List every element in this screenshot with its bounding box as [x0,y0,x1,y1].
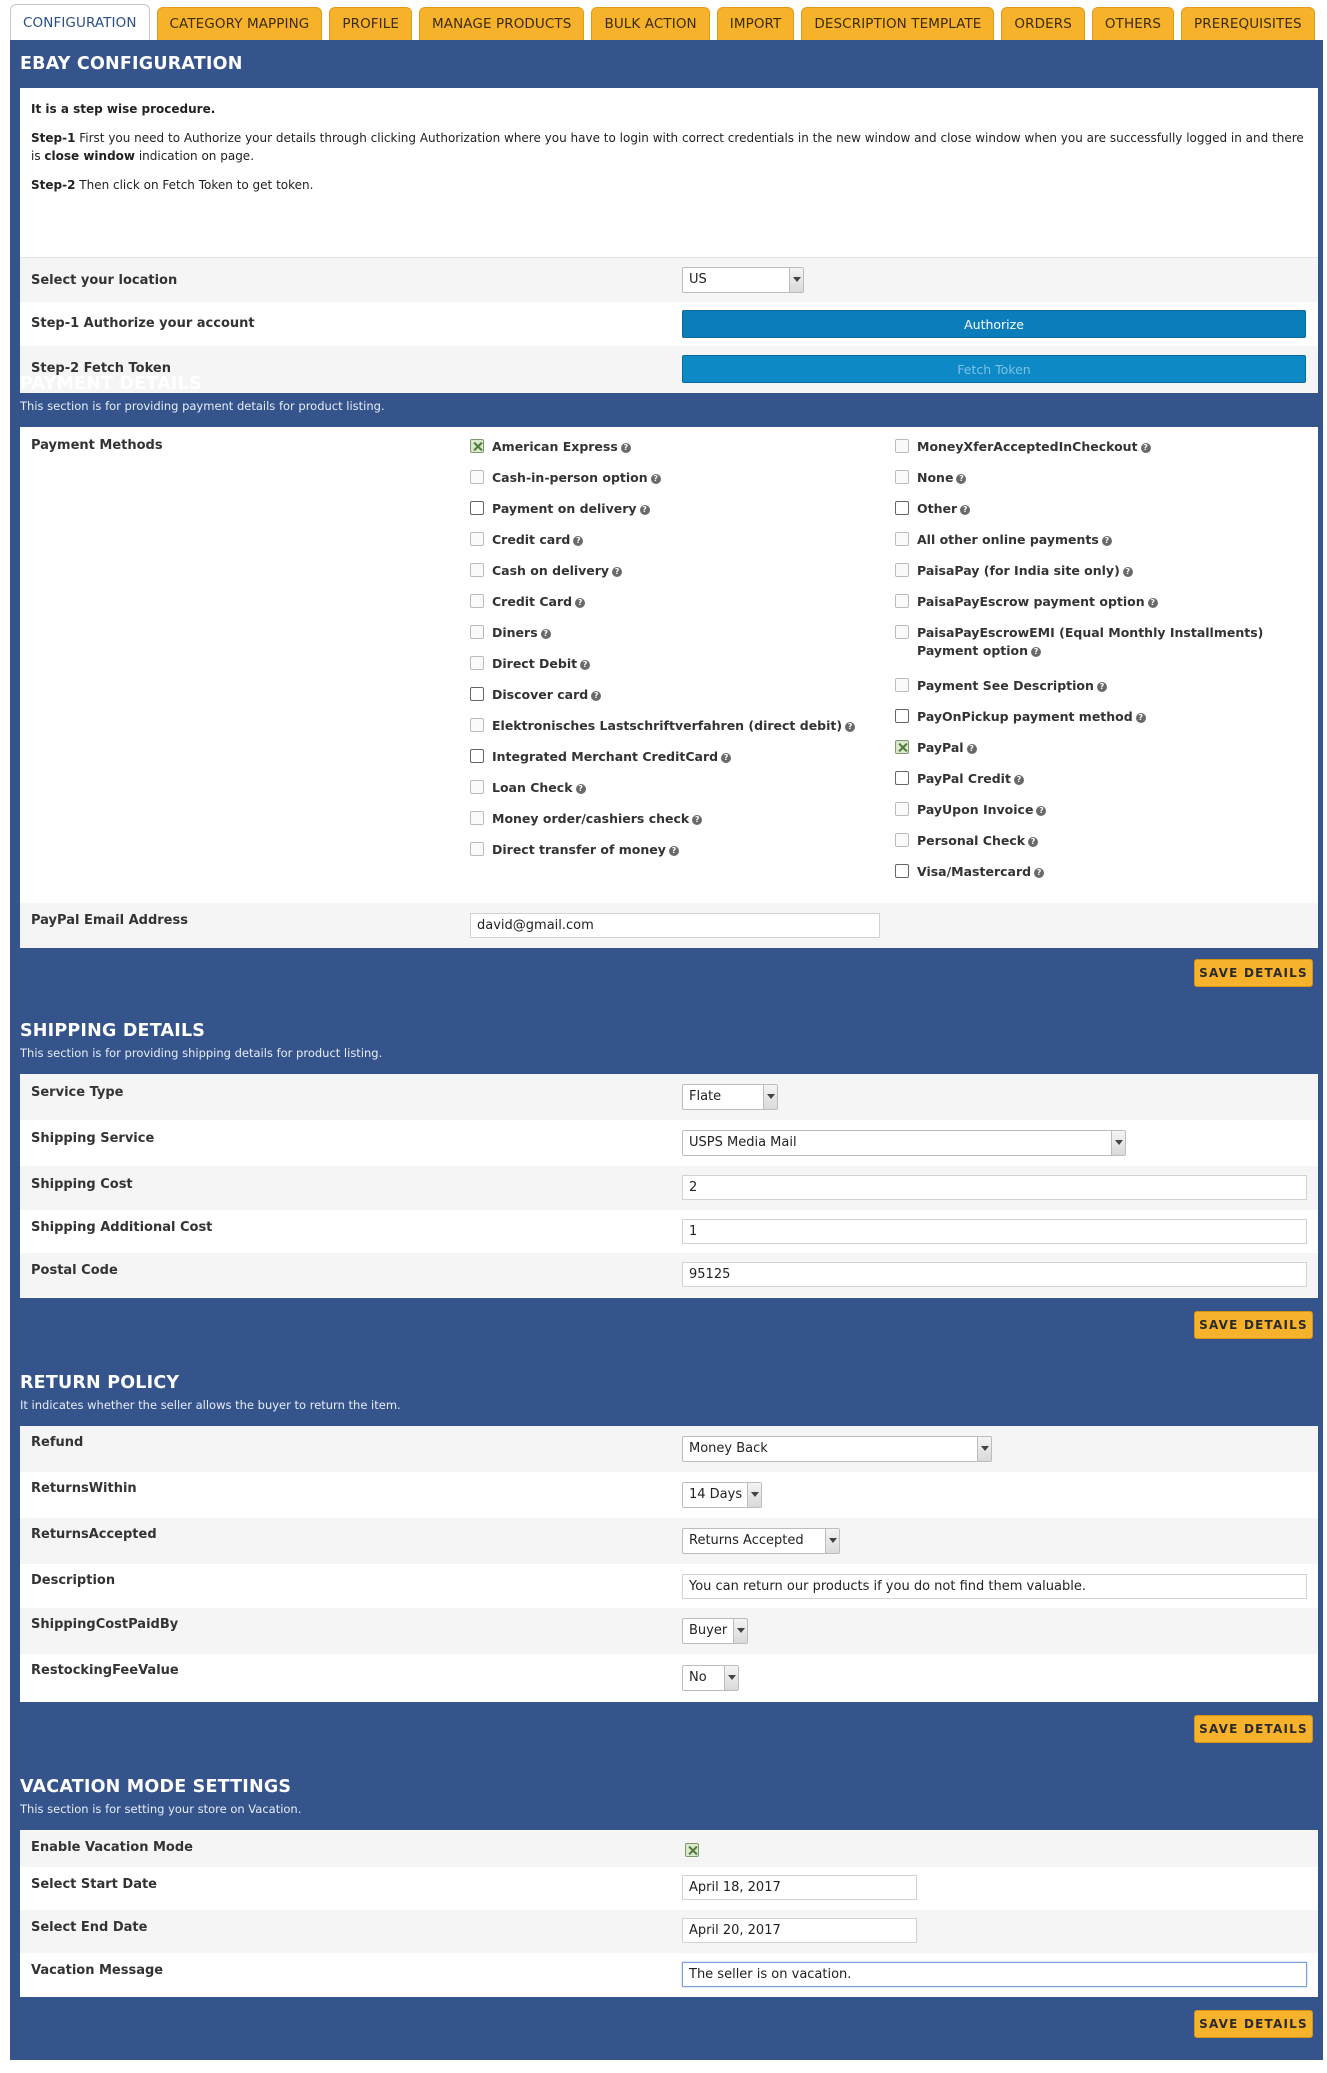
step1-prefix: Step-1 [31,131,76,145]
returns-within-value: 14 Days [689,1487,743,1502]
refund-select[interactable] [682,1436,992,1462]
payment-method-paisapayescrowemi-equal-monthly-installments-payment-option[interactable] [895,624,1305,660]
help-icon[interactable]: ? [845,722,855,732]
payment-method-money-order-cashiers-check[interactable] [470,810,870,828]
intro-heading: It is a step wise procedure. [31,102,216,116]
help-icon[interactable]: ? [1028,837,1038,847]
enable-vacation-label: Enable Vacation Mode [31,1840,193,1855]
checkbox[interactable] [895,501,909,515]
shipping-title: SHIPPING DETAILS [20,1021,206,1041]
payment-method-text [917,531,1112,549]
start-date-row [20,1867,1318,1910]
help-icon[interactable]: ? [1034,868,1044,878]
end-date-label: Select End Date [31,1920,148,1935]
help-icon[interactable]: ? [1136,713,1146,723]
help-icon[interactable]: ? [956,474,966,484]
vacation-message-label: Vacation Message [31,1963,164,1978]
end-date-input[interactable]: April 20, 2017 [682,1918,917,1943]
payment-method-label: Direct transfer of money [492,842,666,857]
payment-method-paypal[interactable] [895,739,1305,757]
payment-method-label: Diners [492,625,538,640]
help-icon[interactable]: ? [1097,682,1107,692]
checkbox[interactable] [895,594,909,608]
checkbox[interactable] [470,842,484,856]
ebay-config-box [20,88,1318,393]
fetch-token-label: Step-2 Fetch Token [31,361,171,376]
checkbox[interactable] [470,563,484,577]
checkbox[interactable] [470,687,484,701]
payment-method-label: Credit card [492,532,571,547]
return-description-label: Description [31,1573,116,1588]
vacation-message-input[interactable]: The seller is on vacation. [682,1962,1307,1987]
payment-method-cash-on-delivery[interactable] [470,562,870,580]
vacation-save-button[interactable]: SAVE DETAILS [1194,2010,1313,2038]
payment-method-text [492,655,590,673]
postal-code-input[interactable]: 95125 [682,1262,1307,1287]
returns-accepted-value: Returns Accepted [689,1533,804,1548]
shipping-cost-label: Shipping Cost [31,1177,133,1192]
payment-box [20,427,1318,948]
tab-description-template[interactable]: DESCRIPTION TEMPLATE [801,7,994,40]
checkbox[interactable] [895,439,909,453]
payment-method-paisapayescrow-payment-option[interactable] [895,593,1305,611]
payment-method-text [492,438,631,456]
help-icon[interactable]: ? [591,691,601,701]
location-select[interactable] [682,267,804,293]
help-icon[interactable]: ? [640,505,650,515]
payment-method-direct-transfer-of-money[interactable] [470,841,870,859]
payment-save-button[interactable]: SAVE DETAILS [1194,959,1313,987]
authorize-label: Step-1 Authorize your account [31,316,255,331]
returns-accepted-row [20,1518,1318,1564]
fetch-token-row [20,346,1318,393]
refund-value: Money Back [689,1441,768,1456]
checkbox[interactable] [470,470,484,484]
payment-title: PAYMENT DETAILS [20,374,202,394]
service-type-label: Service Type [31,1085,124,1100]
payment-method-label: All other online payments [917,532,1099,547]
help-icon[interactable]: ? [621,443,631,453]
chevron-down-icon [747,1483,761,1507]
payment-method-label: Elektronisches Lastschriftverfahren (direct debit) [492,718,843,733]
location-row [20,257,1318,302]
shipping-additional-label: Shipping Additional Cost [31,1220,213,1235]
tab-profile[interactable]: PROFILE [329,7,412,40]
payment-method-text [917,593,1158,611]
payment-method-all-other-online-payments[interactable] [895,531,1305,549]
shipping-subtitle: This section is for providing shipping details for product listing. [20,1046,383,1060]
shipping-service-row [20,1120,1318,1166]
ebay-config-title: EBAY CONFIGURATION [20,54,243,74]
shipping-additional-input[interactable]: 1 [682,1219,1307,1244]
restocking-fee-row [20,1654,1318,1702]
location-value: US [689,272,707,287]
payment-method-payonpickup-payment-method[interactable] [895,708,1305,726]
payment-method-payment-on-delivery[interactable] [470,500,870,518]
payment-method-label: Money order/cashiers check [492,811,690,826]
tab-bulk-action[interactable]: BULK ACTION [591,7,709,40]
payment-method-label: PaisaPayEscrowEMI (Equal Monthly Installments) Payment option [917,625,1264,658]
chevron-down-icon [724,1666,738,1690]
payment-method-label: Integrated Merchant CreditCard [492,749,719,764]
help-icon[interactable]: ? [576,784,586,794]
help-icon[interactable]: ? [669,846,679,856]
intro-text [20,88,1318,194]
checkbox[interactable] [895,709,909,723]
help-icon[interactable]: ? [1102,536,1112,546]
checkbox[interactable] [470,718,484,732]
payment-method-text [917,739,977,757]
checkbox[interactable] [470,656,484,670]
checkbox[interactable] [470,811,484,825]
checkbox[interactable] [895,470,909,484]
return-policy-subtitle: It indicates whether the seller allows the buyer to return the item. [20,1398,401,1412]
payment-method-label: Payment See Description [917,678,1094,693]
vacation-subtitle: This section is for setting your store on Vacation. [20,1802,302,1816]
help-icon[interactable]: ? [1141,443,1151,453]
payment-method-text [917,624,1305,660]
payment-method-text [492,686,601,704]
checkbox[interactable] [895,740,909,754]
help-icon[interactable]: ? [541,629,551,639]
payment-method-elektronisches-lastschriftverfahren-direct-debit[interactable] [470,717,870,735]
chevron-down-icon [733,1619,747,1643]
shipping-service-value: USPS Media Mail [689,1135,797,1150]
return-policy-save-button[interactable]: SAVE DETAILS [1194,1715,1313,1743]
enable-vacation-row [20,1830,1318,1867]
vacation-message-row [20,1953,1318,1997]
payment-method-label: Other [917,501,958,516]
shipping-box [20,1074,1318,1298]
checkbox[interactable] [895,771,909,785]
payment-subtitle: This section is for providing payment details for product listing. [20,399,385,413]
payment-method-label: MoneyXferAcceptedInCheckout [917,439,1138,454]
payment-method-payupon-invoice[interactable] [895,801,1305,819]
payment-method-label: PaisaPay (for India site only) [917,563,1120,578]
help-icon[interactable]: ? [1148,598,1158,608]
help-icon[interactable]: ? [960,505,970,515]
payment-method-label: None [917,470,954,485]
enable-vacation-checkbox[interactable] [685,1843,699,1857]
payment-method-text [917,677,1107,695]
fetch-token-button[interactable]: Fetch Token [682,355,1306,383]
payment-method-label: Personal Check [917,833,1026,848]
payment-method-label: Cash on delivery [492,563,610,578]
return-policy-title: RETURN POLICY [20,1373,180,1393]
payment-method-label: PaisaPayEscrow payment option [917,594,1145,609]
checkbox[interactable] [470,749,484,763]
paypal-email-label: PayPal Email Address [31,913,188,928]
shipping-service-label: Shipping Service [31,1131,155,1146]
checkbox[interactable] [895,625,909,639]
payment-method-text [917,708,1146,726]
help-icon[interactable]: ? [575,598,585,608]
payment-method-label: Loan Check [492,780,573,795]
shipping-paid-by-label: ShippingCostPaidBy [31,1617,179,1632]
returns-within-row [20,1472,1318,1518]
payment-method-paypal-credit[interactable] [895,770,1305,788]
postal-code-row [20,1253,1318,1298]
checkbox[interactable] [895,678,909,692]
payment-method-label: Direct Debit [492,656,578,671]
help-icon[interactable]: ? [580,660,590,670]
checkbox[interactable] [470,532,484,546]
help-icon[interactable]: ? [1123,567,1133,577]
payment-method-label: PayUpon Invoice [917,802,1034,817]
step1-suffix: indication on page. [135,149,255,163]
refund-row [20,1426,1318,1472]
payment-method-label: PayPal [917,740,964,755]
payment-method-text [492,717,855,735]
payment-method-text [492,469,661,487]
payment-method-credit-card[interactable] [470,531,870,549]
payment-method-paisapay-for-india-site-only[interactable] [895,562,1305,580]
shipping-service-select[interactable] [682,1130,1126,1156]
shipping-cost-row [20,1166,1318,1210]
step2-text: Then click on Fetch Token to get token. [75,178,314,192]
vacation-title: VACATION MODE SETTINGS [20,1777,292,1797]
paypal-email-input[interactable]: david@gmail.com [470,913,880,938]
payment-method-text [492,562,622,580]
configuration-panel [10,40,1323,2060]
shipping-paid-by-select[interactable] [682,1618,748,1644]
checkbox[interactable] [895,802,909,816]
payment-method-text [917,770,1024,788]
help-icon[interactable]: ? [967,744,977,754]
payment-method-text [917,438,1151,456]
start-date-input[interactable]: April 18, 2017 [682,1875,917,1900]
payment-method-label: PayPal Credit [917,771,1011,786]
payment-method-integrated-merchant-creditcard[interactable] [470,748,870,766]
tab-prerequisites[interactable]: PREREQUISITES [1181,7,1315,40]
chevron-down-icon [825,1529,839,1553]
postal-code-label: Postal Code [31,1263,118,1278]
tab-configuration[interactable]: CONFIGURATION [10,4,150,40]
chevron-down-icon [1111,1131,1125,1155]
start-date-label: Select Start Date [31,1877,157,1892]
help-icon[interactable]: ? [573,536,583,546]
checkbox[interactable] [470,780,484,794]
payment-methods-label: Payment Methods [31,438,163,453]
help-icon[interactable]: ? [721,753,731,763]
shipping-paid-by-row [20,1608,1318,1654]
chevron-down-icon [789,268,803,292]
authorize-button[interactable]: Authorize [682,310,1306,338]
payment-method-text [917,500,970,518]
payment-method-label: American Express [492,439,618,454]
checkbox[interactable] [470,625,484,639]
help-icon[interactable]: ? [692,815,702,825]
returns-accepted-select[interactable] [682,1528,840,1554]
payment-method-label: Credit Card [492,594,573,609]
help-icon[interactable]: ? [651,474,661,484]
payment-method-text [917,832,1038,850]
checkbox[interactable] [470,594,484,608]
payment-method-moneyxferacceptedincheckout[interactable] [895,438,1305,456]
tab-manage-products[interactable]: MANAGE PRODUCTS [419,7,584,40]
refund-label: Refund [31,1435,84,1450]
tab-category-mapping[interactable]: CATEGORY MAPPING [157,7,323,40]
help-icon[interactable]: ? [612,567,622,577]
checkbox[interactable] [470,501,484,515]
help-icon[interactable]: ? [1014,775,1024,785]
returns-within-label: ReturnsWithin [31,1481,137,1496]
payment-method-discover-card[interactable] [470,686,870,704]
payment-method-label: Discover card [492,687,589,702]
return-description-row [20,1564,1318,1608]
payment-method-text [492,593,585,611]
checkbox[interactable] [470,439,484,453]
payment-method-label: Cash-in-person option [492,470,648,485]
return-description-input[interactable]: You can return our products if you do not find them valuable. [682,1574,1307,1599]
service-type-row [20,1074,1318,1120]
checkbox[interactable] [895,833,909,847]
checkbox[interactable] [895,864,909,878]
restocking-fee-select[interactable] [682,1665,739,1691]
paypal-email-row [20,903,1318,948]
tab-others[interactable]: OTHERS [1092,7,1174,40]
payment-method-payment-see-description[interactable] [895,677,1305,695]
step1-text: First you need to Authorize your details through clicking Authorization where you have to login with correct credentials in the new window and close window when you are successfully logged in and there is [31,131,1304,163]
checkbox[interactable] [895,532,909,546]
payment-method-american-express[interactable] [470,438,870,456]
returns-within-select[interactable] [682,1482,762,1508]
payment-method-label: Payment on delivery [492,501,637,516]
return-policy-box [20,1426,1318,1702]
payment-method-text [917,801,1046,819]
payment-method-none[interactable] [895,469,1305,487]
shipping-paid-by-value: Buyer [689,1623,728,1638]
payment-method-text [917,562,1133,580]
step2-prefix: Step-2 [31,178,76,192]
payment-method-text [492,500,650,518]
authorize-row [20,302,1318,346]
payment-method-other[interactable] [895,500,1305,518]
service-type-select[interactable] [682,1084,778,1110]
payment-method-label: Visa/Mastercard [917,864,1032,879]
tab-import[interactable]: IMPORT [717,7,795,40]
tab-orders[interactable]: ORDERS [1001,7,1084,40]
payment-method-text [492,531,583,549]
returns-accepted-label: ReturnsAccepted [31,1527,157,1542]
help-icon[interactable]: ? [1036,806,1046,816]
vacation-box [20,1830,1318,1997]
payment-method-text [492,779,586,797]
payment-method-direct-debit[interactable] [470,655,870,673]
payment-method-personal-check[interactable] [895,832,1305,850]
checkbox[interactable] [895,563,909,577]
payment-method-text [492,810,702,828]
chevron-down-icon [763,1085,777,1109]
payment-method-text [917,469,966,487]
restocking-fee-label: RestockingFeeValue [31,1663,179,1678]
shipping-save-button[interactable]: SAVE DETAILS [1194,1311,1313,1339]
chevron-down-icon [977,1437,991,1461]
payment-method-label: PayOnPickup payment method [917,709,1133,724]
payment-method-cash-in-person-option[interactable] [470,469,870,487]
tab-bar [0,0,1327,40]
payment-method-text [492,841,679,859]
payment-method-diners[interactable] [470,624,870,642]
help-icon[interactable]: ? [1031,647,1041,657]
payment-method-text [492,624,551,642]
shipping-additional-row [20,1210,1318,1253]
payment-method-credit-card[interactable] [470,593,870,611]
shipping-cost-input[interactable]: 2 [682,1175,1307,1200]
location-label: Select your location [31,273,178,288]
service-type-value: Flate [689,1089,722,1104]
payment-method-visa-mastercard[interactable] [895,863,1305,881]
restocking-fee-value: No [689,1670,707,1685]
step1-bold: close window [44,149,135,163]
payment-method-loan-check[interactable] [470,779,870,797]
payment-method-text [492,748,731,766]
payment-method-text [917,863,1044,881]
end-date-row [20,1910,1318,1953]
